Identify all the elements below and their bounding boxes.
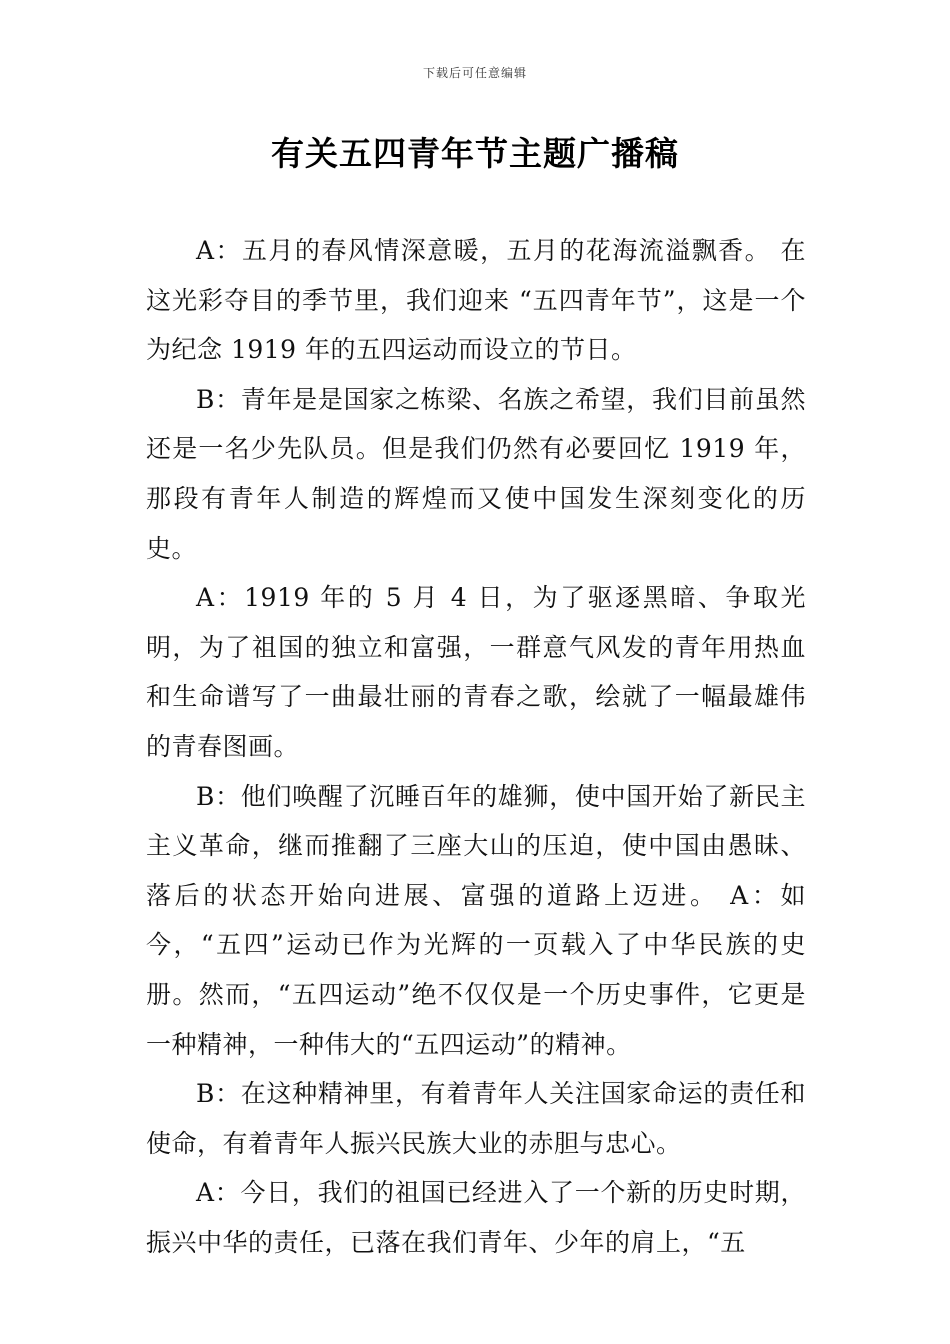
paragraph: B：青年是是国家之栋梁、名族之希望，我们目前虽然还是一名少先队员。但是我们仍然有必要回忆 1919 年，那段有青年人制造的辉煌而又使中国发生深刻变化的历史。 [146, 384, 806, 563]
document-title: 有关五四青年节主题广播稿 [271, 134, 679, 173]
paragraph: B：他们唤醒了沉睡百年的雄狮，使中国开始了新民主主义革命，继而推翻了三座大山的压迫，使中国由愚昧、落后的状态开始向进展、富强的道路上迈进。 A：如今，“五四”运动已作为光辉的一页载入了中华民族的史册。然而，“五四运动”绝不仅仅是一个历史事件，它更是一种精神，一种伟大的“五四运动”的精神。 [146, 781, 806, 1059]
header-note: 下载后可任意编辑 [422, 66, 527, 80]
paragraph: A：今日，我们的祖国已经进入了一个新的历史时期，振兴中华的责任，已落在我们青年、少年的肩上，“五 [146, 1178, 806, 1257]
body-text [146, 226, 806, 1267]
paragraph: A：1919 年的 5 月 4 日，为了驱逐黑暗、争取光明，为了祖国的独立和富强，一群意气风发的青年用热血和生命谱写了一曲最壮丽的青春之歌，绘就了一幅最雄伟的青春图画。 [146, 583, 806, 761]
paragraph: A：五月的春风情深意暖，五月的花海流溢飘香。 在这光彩夺目的季节里，我们迎来 “五四青年节”，这是一个为纪念 1919 年的五四运动而设立的节日。 [146, 236, 806, 365]
paragraph: B：在这种精神里，有着青年人关注国家命运的责任和使命，有着青年人振兴民族大业的赤胆与忠心。 [146, 1079, 806, 1158]
